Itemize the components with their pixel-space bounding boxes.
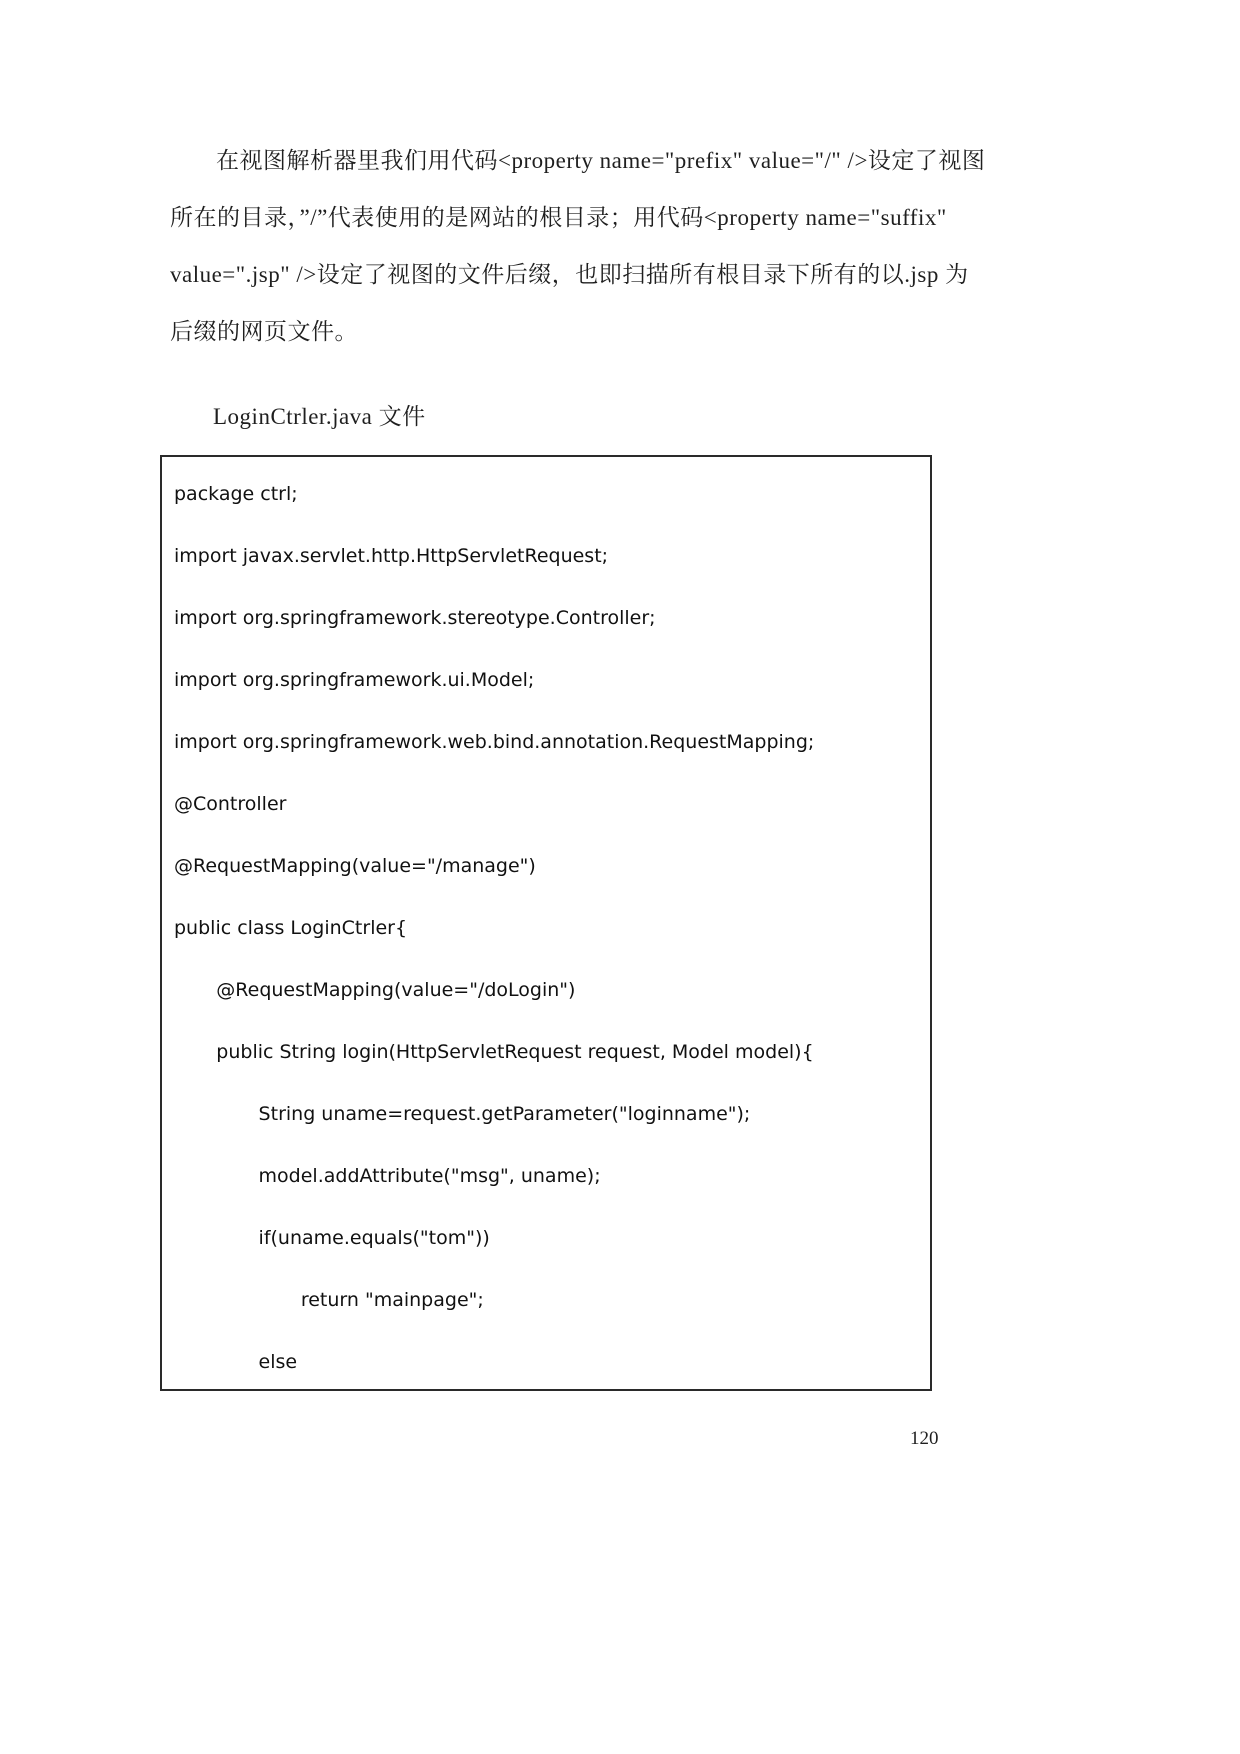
code-line: import org.springframework.stereotype.Controller; (174, 607, 656, 629)
code-block (160, 455, 932, 1391)
paragraph-line: 在视图解析器里我们用代码<property name="prefix" value="/" />设定了视图 (216, 148, 986, 173)
code-line: import org.springframework.web.bind.annotation.RequestMapping; (174, 731, 815, 753)
code-line: import javax.servlet.http.HttpServletRequest; (174, 545, 609, 567)
page-number: 120 (910, 1428, 939, 1449)
code-line: public String login(HttpServletRequest request, Model model){ (174, 1041, 814, 1063)
paragraph-line: value=".jsp" />设定了视图的文件后缀，也即扫描所有根目录下所有的以.jsp 为 (170, 262, 969, 287)
code-line: @Controller (174, 793, 287, 815)
code-line: @RequestMapping(value="/manage") (174, 855, 536, 877)
code-line: public class LoginCtrler{ (174, 917, 408, 939)
code-line: return "mainpage"; (174, 1289, 484, 1311)
code-line: package ctrl; (174, 483, 298, 505)
code-line: String uname=request.getParameter("loginname"); (174, 1103, 751, 1125)
code-line: if(uname.equals("tom")) (174, 1227, 490, 1249)
paragraph-line: 所在的目录，”/”代表使用的是网站的根目录；用代码<property name="suffix" (170, 205, 947, 230)
code-line: model.addAttribute("msg", uname); (174, 1165, 601, 1187)
code-line: @RequestMapping(value="/doLogin") (174, 979, 576, 1001)
paragraph-line: 后缀的网页文件。 (170, 319, 358, 344)
code-file-caption: LoginCtrler.java 文件 (213, 404, 426, 429)
body-paragraph (170, 132, 986, 360)
code-line: else (174, 1351, 298, 1373)
code-line: import org.springframework.ui.Model; (174, 669, 535, 691)
